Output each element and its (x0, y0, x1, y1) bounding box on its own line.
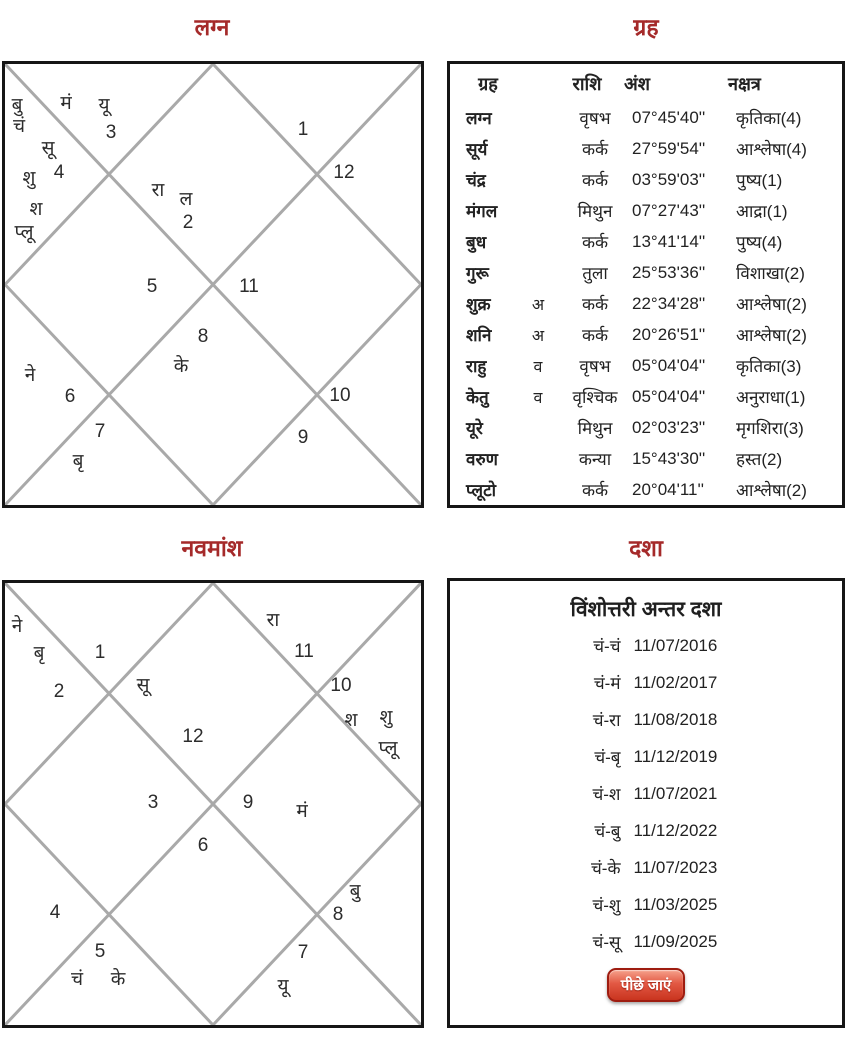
dasha-date: 11/09/2025 (633, 931, 718, 951)
nakshatra-cell: आद्रा(1) (736, 202, 788, 221)
sign-7-label: 7 (297, 942, 309, 963)
header-ansh: अंश (624, 74, 650, 94)
dasha-date: 11/12/2019 (633, 746, 718, 766)
dasha-date: 11/07/2023 (633, 857, 718, 877)
mars-label: मं (296, 801, 308, 822)
sign-4-label: 4 (53, 162, 65, 183)
graha-row (450, 350, 842, 381)
planet-name-cell: चंद्र (466, 171, 486, 190)
dasha-row (450, 886, 842, 923)
sign-3-label: 3 (105, 122, 117, 143)
dasha-period-label: चं-श (592, 785, 621, 804)
graha-row (450, 412, 842, 443)
dasha-list (450, 627, 842, 960)
sun-label: सू (41, 138, 55, 159)
sign-9-label: 9 (297, 427, 309, 448)
rahu-label: रा (151, 180, 165, 201)
graha-row (450, 133, 842, 164)
ansh-cell: 13°41'14'' (632, 231, 706, 251)
mercury-label: बु (349, 881, 361, 902)
ansh-cell: 15°43'30'' (632, 448, 706, 468)
nakshatra-cell: आश्लेषा(2) (736, 481, 807, 500)
neptune-label: ने (24, 365, 36, 386)
venus-label: शु (379, 707, 393, 728)
sign-5-label: 5 (94, 941, 106, 962)
neptune-label: ने (11, 616, 23, 637)
north-indian-chart-lines (5, 64, 421, 505)
graha-row (450, 195, 842, 226)
header-rashi: राशि (572, 74, 602, 94)
dasha-subtitle: विंशोत्तरी अन्तर दशा (570, 598, 722, 621)
jupiter-label: बृ (33, 643, 45, 664)
rashi-cell: कर्क (581, 295, 609, 314)
sign-1-label: 1 (94, 642, 106, 663)
rashi-cell: कर्क (581, 233, 609, 252)
flag-cell: अ (531, 296, 545, 314)
graha-row (450, 319, 842, 350)
sign-12-label: 12 (182, 726, 204, 747)
graha-row (450, 288, 842, 319)
ansh-cell: 05°04'04'' (632, 386, 706, 406)
venus-label: शु (22, 168, 36, 189)
header-graha: ग्रह (478, 74, 498, 94)
rashi-cell: कर्क (581, 171, 609, 190)
rashi-cell: वृषभ (579, 357, 611, 376)
dasha-row (450, 849, 842, 886)
rashi-cell: वृश्चिक (572, 388, 618, 407)
rashi-cell: कर्क (581, 481, 609, 500)
graha-section-title: ग्रह (633, 14, 659, 40)
sign-8-label: 8 (197, 326, 209, 347)
rahu-label: रा (266, 610, 280, 631)
dasha-period-label: चं-बु (594, 822, 621, 841)
sign-3-label: 3 (147, 792, 159, 813)
moon-label: चं (70, 969, 84, 990)
ansh-cell: 22°34'28'' (632, 293, 706, 313)
sun-label: सू (136, 675, 150, 696)
ansh-cell: 07°45'40'' (632, 107, 706, 127)
sign-11-label: 11 (239, 276, 259, 297)
back-button[interactable]: पीछे जाएं (607, 968, 685, 1002)
ansh-cell: 05°04'04'' (632, 355, 706, 375)
sign-4-label: 4 (49, 902, 61, 923)
dasha-panel (447, 578, 845, 1028)
saturn-label: श (344, 710, 358, 731)
ansh-cell: 02°03'23'' (632, 417, 706, 437)
dasha-date: 11/12/2022 (633, 820, 718, 840)
nakshatra-cell: मृगशिरा(3) (736, 419, 804, 438)
sign-7-label: 7 (94, 421, 106, 442)
ansh-cell: 27°59'54'' (632, 138, 706, 158)
navamsa-section-title: नवमांश (181, 535, 243, 561)
dasha-row (450, 775, 842, 812)
sign-9-label: 9 (242, 792, 254, 813)
graha-row (450, 381, 842, 412)
nakshatra-cell: आश्लेषा(2) (736, 326, 807, 345)
ansh-cell: 03°59'03'' (632, 169, 706, 189)
nakshatra-cell: हस्त(2) (736, 450, 783, 469)
dasha-period-label: चं-के (590, 859, 621, 878)
planet-name-cell: शुक्र (466, 295, 491, 314)
planet-name-cell: शनि (466, 326, 492, 345)
graha-row (450, 164, 842, 195)
nakshatra-cell: कृतिका(4) (736, 109, 802, 128)
ansh-cell: 20°04'11'' (632, 479, 705, 499)
moon-label: चं (12, 116, 26, 137)
dasha-period-label: चं-मं (593, 674, 621, 693)
uranus-label: यू (277, 976, 289, 997)
flag-cell: व (533, 358, 543, 376)
dasha-row (450, 738, 842, 775)
planet-name-cell: गुरू (466, 264, 489, 283)
ansh-cell: 25°53'36'' (632, 262, 706, 282)
nakshatra-cell: अनुराधा(1) (736, 388, 806, 407)
back-button-row (450, 968, 842, 1002)
planet-name-cell: वरुण (466, 450, 498, 469)
ansh-cell: 07°27'43'' (632, 200, 706, 220)
planet-name-cell: राहु (466, 357, 487, 376)
mars-label: मं (60, 93, 72, 114)
sign-8-label: 8 (332, 904, 344, 925)
planet-name-cell: बुध (466, 233, 487, 252)
dasha-row (450, 627, 842, 664)
sign-2-label: 2 (182, 212, 194, 233)
lagna-section-title: लग्न (194, 14, 230, 40)
graha-table-panel (447, 61, 845, 508)
dasha-period-label: चं-शु (592, 896, 621, 915)
dasha-period-label: चं-रा (592, 711, 621, 730)
rashi-cell: कर्क (581, 140, 609, 159)
sign-6-label: 6 (197, 835, 209, 856)
flag-cell: अ (531, 327, 545, 345)
nakshatra-cell: कृतिका(3) (736, 357, 802, 376)
graha-row (450, 443, 842, 474)
mercury-label: बु (11, 95, 23, 116)
graha-row (450, 226, 842, 257)
navamsa-chart (2, 580, 424, 1028)
planet-name-cell: मंगल (466, 202, 498, 221)
dasha-date: 11/07/2021 (633, 783, 718, 803)
pluto-label: प्लू (14, 222, 34, 243)
pluto-label: प्लू (378, 738, 398, 759)
flag-cell: व (533, 389, 543, 407)
rashi-cell: मिथुन (577, 419, 613, 438)
planet-name-cell: लग्न (466, 109, 492, 128)
nakshatra-cell: आश्लेषा(2) (736, 295, 807, 314)
north-indian-chart-lines (5, 583, 421, 1025)
planet-name-cell: सूर्य (466, 140, 488, 159)
ketu-label: के (110, 969, 126, 990)
dasha-date: 11/03/2025 (633, 894, 718, 914)
dasha-period-label: चं-बृ (594, 748, 621, 767)
planet-name-cell: प्लूटो (466, 481, 497, 500)
nakshatra-cell: आश्लेषा(4) (736, 140, 807, 159)
lagna-marker-label: ल (179, 189, 193, 210)
saturn-label: श (29, 199, 43, 220)
dasha-date: 11/08/2018 (633, 709, 718, 729)
jupiter-label: बृ (72, 451, 84, 472)
dasha-row (450, 812, 842, 849)
nakshatra-cell: विशाखा(2) (736, 264, 805, 283)
graha-table-body (450, 102, 842, 505)
nakshatra-cell: पुष्य(4) (736, 233, 783, 252)
sign-2-label: 2 (53, 681, 65, 702)
ketu-label: के (173, 356, 189, 377)
graha-table-header (450, 66, 842, 102)
dasha-period-label: चं-चं (593, 637, 621, 656)
planet-name-cell: केतु (466, 388, 489, 407)
dasha-section-title: दशा (629, 535, 663, 561)
sign-6-label: 6 (64, 386, 76, 407)
graha-row (450, 474, 842, 505)
nakshatra-cell: पुष्य(1) (736, 171, 783, 190)
dasha-row (450, 701, 842, 738)
rashi-cell: कर्क (581, 326, 609, 345)
rashi-cell: मिथुन (577, 202, 613, 221)
uranus-label: यू (98, 95, 110, 116)
rashi-cell: वृषभ (579, 109, 611, 128)
sign-1-label: 1 (297, 119, 309, 140)
sign-11-label: 11 (294, 641, 314, 662)
navamsa-chart-area (5, 583, 421, 1025)
sign-5-label: 5 (146, 276, 158, 297)
lagna-chart (2, 61, 424, 508)
dasha-period-label: चं-सू (592, 933, 621, 952)
header-nakshatra: नक्षत्र (728, 74, 761, 94)
dasha-row (450, 923, 842, 960)
dasha-date: 11/07/2016 (633, 635, 718, 655)
dasha-date: 11/02/2017 (633, 672, 718, 692)
sign-10-label: 10 (330, 675, 352, 696)
graha-row (450, 102, 842, 133)
sign-12-label: 12 (333, 162, 355, 183)
dasha-row (450, 664, 842, 701)
graha-row (450, 257, 842, 288)
planet-name-cell: यूरे (466, 419, 483, 438)
sign-10-label: 10 (329, 385, 351, 406)
rashi-cell: तुला (582, 264, 608, 283)
rashi-cell: कन्या (578, 450, 612, 469)
ansh-cell: 20°26'51'' (632, 324, 706, 344)
lagna-chart-area (5, 64, 421, 505)
